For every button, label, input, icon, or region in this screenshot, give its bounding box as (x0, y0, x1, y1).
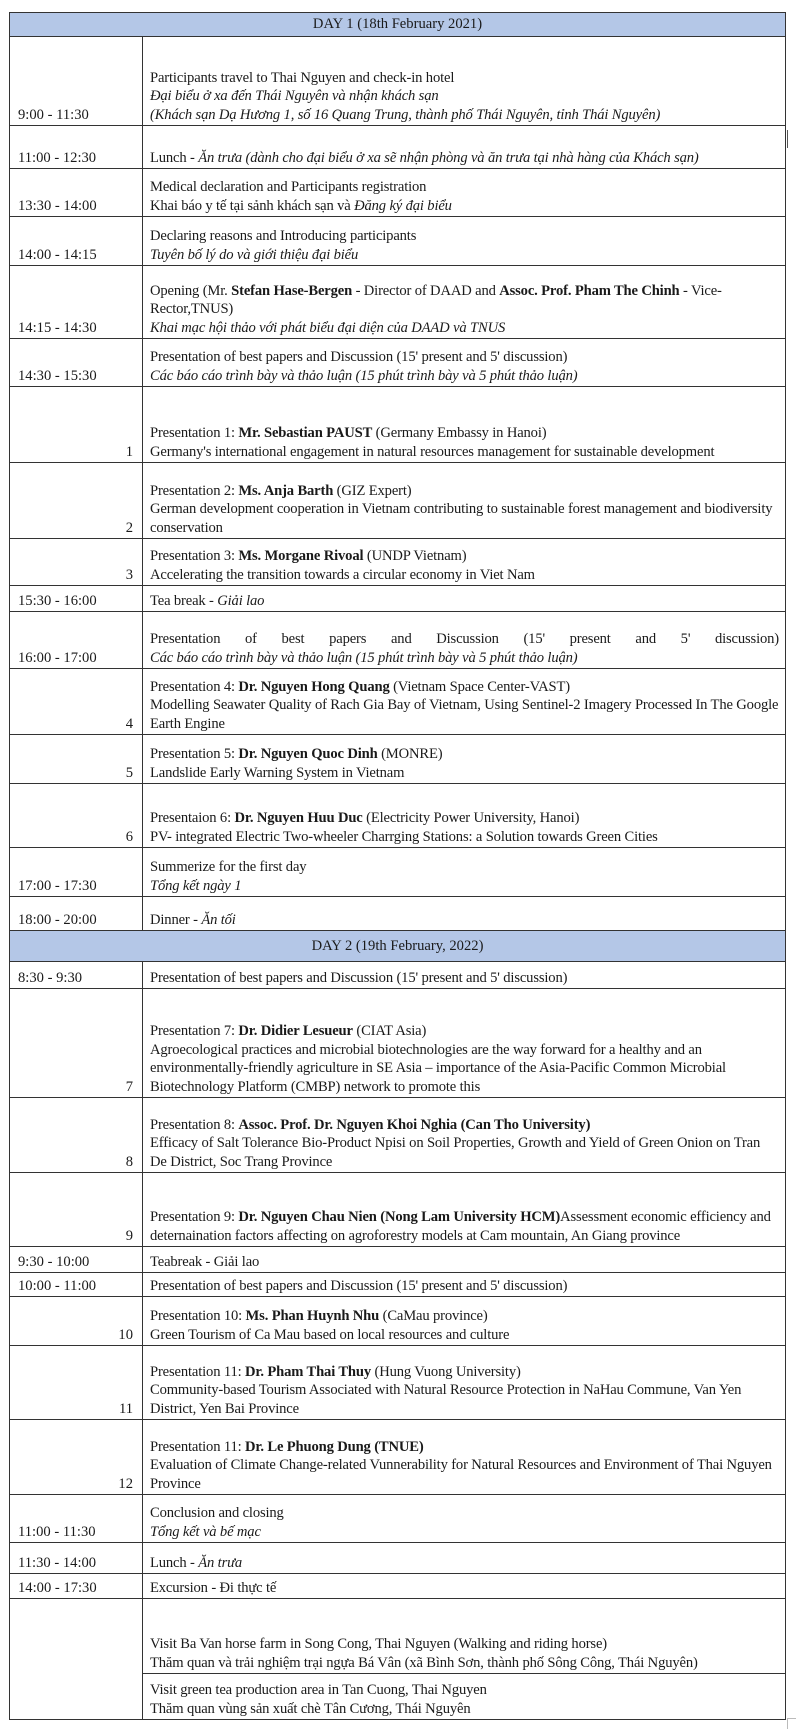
description-line (150, 1022, 779, 1041)
description-line (150, 282, 779, 319)
presentation-number: 7 (10, 989, 143, 1098)
excursion-time-cell (10, 1599, 143, 1720)
time-slot: 15:30 - 16:00 (10, 586, 143, 612)
presentation-number: 1 (10, 387, 143, 463)
description-line (150, 1277, 779, 1296)
presentation-row (10, 387, 786, 463)
time-slot: 11:00 - 11:30 (10, 1495, 143, 1543)
description-line (150, 678, 779, 697)
text-span: Summerize for the first day (150, 859, 307, 875)
presentation-number: 11 (10, 1346, 143, 1420)
speaker-name: Ms. Morgane Rivoal (238, 548, 364, 564)
activity-description (143, 169, 786, 217)
description-line (150, 87, 779, 106)
description-line (150, 1700, 779, 1719)
presentation-row (10, 463, 786, 539)
time-slot: 8:30 - 9:30 (10, 962, 143, 989)
vietnamese-text: Ăn trưa (198, 1554, 243, 1571)
text-span: Assessment economic efficiency and deternaination factors affecting on agroforestry models at Cam mountain, An Giang province (150, 1209, 771, 1244)
text-span: Presentation 5: (150, 746, 239, 762)
text-span: (MONRE) (377, 746, 443, 762)
description-line (150, 1504, 779, 1523)
speaker-name: Ms. Phan Huynh Nhu (245, 1308, 380, 1324)
time-slot: 11:00 - 12:30 (10, 126, 143, 169)
description-line (150, 1456, 779, 1493)
schedule-row (10, 1574, 786, 1599)
schedule-row (10, 266, 786, 339)
text-span: Presentation 2: (150, 482, 239, 499)
activity-description (143, 784, 786, 848)
text-span: Presentation 10: (150, 1308, 246, 1324)
description-line (150, 246, 779, 265)
activity-description (143, 989, 786, 1098)
text-span: Presentation 8: (150, 1116, 239, 1133)
text-span: - Vice-Rector,TNUS) (150, 282, 722, 317)
time-slot: 13:30 - 14:00 (10, 169, 143, 217)
text-span: (CIAT Asia) (352, 1023, 427, 1039)
description-line (150, 1041, 779, 1097)
activity-description (143, 539, 786, 586)
description-line (150, 1307, 779, 1326)
schedule-row (10, 612, 786, 669)
description-line (150, 106, 779, 125)
text-span: Medical declaration and Participants registration (150, 179, 427, 195)
description-line (150, 1681, 779, 1700)
text-span: Lunch - (150, 1554, 199, 1571)
schedule-row (10, 126, 786, 169)
activity-description (143, 217, 786, 266)
agenda-table (9, 12, 786, 1720)
description-line (150, 178, 779, 197)
description-line (150, 1554, 779, 1573)
text-span: Community-based Tourism Associated with Natural Resource Protection in NaHau Commune, Van Yen District, Yen Bai Province (150, 1382, 742, 1417)
speaker-name: Dr. Nguyen Quoc Dinh (238, 746, 378, 762)
description-line (150, 1635, 779, 1654)
activity-description (143, 586, 786, 612)
time-slot: 16:00 - 17:00 (10, 612, 143, 669)
excursion-visit (143, 1599, 786, 1674)
vietnamese-text: Các báo cáo trình bày và thảo luận (15 phút trình bày và 5 phút thảo luận) (150, 367, 578, 384)
speaker-name: Dr. Pham Thai Thuy (245, 1363, 371, 1380)
description-line (150, 424, 779, 443)
schedule-row (10, 897, 786, 931)
description-line (150, 482, 779, 501)
vietnamese-text: Đại biểu ở xa đến Thái Nguyên và nhận khách sạn (150, 88, 439, 104)
description-line (150, 1326, 779, 1345)
text-span: (UNDP Vietnam) (363, 548, 467, 564)
presentation-number: 2 (10, 463, 143, 539)
text-span: Landslide Early Warning System in Vietnam (150, 764, 405, 781)
presentation-number: 6 (10, 784, 143, 848)
description-line (150, 566, 779, 585)
speaker-name: Dr. Didier Lesueur (238, 1023, 353, 1039)
activity-description (143, 339, 786, 387)
text-span: Presentation of best papers and Discussion (15' present and 5' discussion) (150, 969, 568, 986)
description-line (150, 1116, 779, 1135)
speaker-name: Mr. Sebastian PAUST (238, 425, 373, 441)
speaker-name: Assoc. Prof. Dr. Nguyen Khoi Nghia (Can Tho University) (238, 1116, 591, 1133)
activity-description (143, 848, 786, 897)
description-line (150, 227, 779, 246)
text-span: Khai báo y tế tại sảnh khách sạn và (150, 197, 355, 214)
margin-marker (787, 130, 788, 148)
description-line (150, 1363, 779, 1382)
presentation-number: 8 (10, 1098, 143, 1173)
page-corner-mark (787, 1718, 796, 1729)
text-span: Visit Ba Van horse farm in Song Cong, Thai Nguyen (Walking and riding horse) (150, 1636, 607, 1652)
description-line (150, 319, 779, 338)
activity-description (143, 1173, 786, 1247)
text-span: Efficacy of Salt Tolerance Bio-Product Npisi on Soil Properties, Growth and Yield of Green Onion on Tran De District, Soc Trang Province (150, 1135, 761, 1170)
activity-description (143, 1098, 786, 1173)
description-line (150, 809, 779, 828)
text-span: Conclusion and closing (150, 1505, 284, 1521)
text-span: Presentation 7: (150, 1023, 239, 1039)
activity-description (143, 1346, 786, 1420)
description-line (150, 745, 779, 764)
speaker-name: Dr. Nguyen Huu Duc (234, 810, 363, 826)
excursion-visit-row (10, 1599, 786, 1674)
speaker-name: Ms. Anja Barth (238, 482, 334, 499)
text-span: Green Tourism of Ca Mau based on local resources and culture (150, 1326, 510, 1343)
text-span: - Director of DAAD and (352, 282, 500, 299)
description-line (150, 197, 779, 216)
text-span: Accelerating the transition towards a circular economy in Viet Nam (150, 566, 535, 583)
vietnamese-text: Giải lao (217, 592, 265, 609)
time-slot: 9:30 - 10:00 (10, 1247, 143, 1273)
text-span: Modelling Seawater Quality of Rach Gia Bay of Vietnam, Using Sentinel-2 Imagery Processed In The Google Earth Engine (150, 697, 779, 732)
schedule-row (10, 37, 786, 126)
text-span: PV- integrated Electric Two-wheeler Charrging Stations: a Solution towards Green Cities (150, 828, 658, 845)
description-line (150, 969, 779, 988)
presentation-row (10, 784, 786, 848)
description-line (150, 69, 779, 88)
description-line (150, 1654, 779, 1673)
text-span: (Germany Embassy in Hanoi) (372, 425, 547, 441)
presentation-row (10, 1297, 786, 1346)
activity-description (143, 735, 786, 784)
time-slot: 14:15 - 14:30 (10, 266, 143, 339)
presentation-row (10, 669, 786, 735)
activity-description (143, 126, 786, 169)
presentation-row (10, 735, 786, 784)
time-slot: 18:00 - 20:00 (10, 897, 143, 931)
text-span: Declaring reasons and Introducing participants (150, 228, 417, 244)
text-span: Tea break - (150, 592, 218, 609)
schedule-row (10, 1543, 786, 1574)
text-span: Presentation 3: (150, 548, 239, 564)
description-line (150, 858, 779, 877)
vietnamese-text: Đăng ký đại biểu (354, 197, 452, 214)
text-span: (Vietnam Space Center-VAST) (389, 678, 570, 695)
activity-description (143, 1420, 786, 1495)
time-slot: 14:00 - 17:30 (10, 1574, 143, 1599)
presentation-row (10, 1346, 786, 1420)
description-line (150, 911, 779, 930)
description-line (150, 1523, 779, 1542)
presentation-row (10, 539, 786, 586)
text-span: (Hung Vuong University) (371, 1363, 521, 1380)
description-line (150, 877, 779, 896)
text-span: (GIZ Expert) (333, 482, 412, 499)
day2-header-row (10, 931, 786, 962)
activity-description (143, 1273, 786, 1297)
day1-header-row (10, 13, 786, 37)
time-slot: 14:00 - 14:15 (10, 217, 143, 266)
text-span: Thăm quan vùng sản xuất chè Tân Cương, Thái Nguyên (150, 1700, 471, 1717)
vietnamese-text: Tổng kết và bế mạc (150, 1523, 261, 1540)
text-span: Teabreak - Giải lao (150, 1253, 260, 1270)
activity-description (143, 266, 786, 339)
activity-description (143, 1247, 786, 1273)
vietnamese-text: Khai mạc hội thảo với phát biểu đại diện của DAAD và TNUS (150, 319, 506, 336)
schedule-row (10, 1247, 786, 1273)
text-span: Excursion - Đi thực tế (150, 1579, 277, 1596)
text-span: Presentation 4: (150, 678, 239, 695)
presentation-row (10, 1173, 786, 1247)
text-span: Lunch - (150, 149, 199, 166)
activity-description (143, 1495, 786, 1543)
activity-description (143, 463, 786, 539)
text-span: (Electricity Power University, Hanoi) (362, 810, 580, 826)
activity-description (143, 1574, 786, 1599)
schedule-row (10, 217, 786, 266)
description-line (150, 500, 779, 537)
schedule-row (10, 962, 786, 989)
presentation-number: 3 (10, 539, 143, 586)
time-slot: 9:00 - 11:30 (10, 37, 143, 126)
schedule-row (10, 339, 786, 387)
description-line (150, 1579, 779, 1598)
text-span: Presentation 1: (150, 425, 239, 441)
text-span: Dinner - (150, 911, 202, 928)
description-line (150, 367, 779, 386)
activity-description (143, 897, 786, 931)
presentation-number: 10 (10, 1297, 143, 1346)
text-span: Opening (Mr. (150, 282, 232, 299)
vietnamese-text: Ăn tối (201, 911, 236, 928)
vietnamese-text: Tuyên bố lý do và giới thiệu đại biểu (150, 246, 359, 263)
time-slot: 14:30 - 15:30 (10, 339, 143, 387)
description-line (150, 348, 779, 367)
text-span: Participants travel to Thai Nguyen and check-in hotel (150, 69, 455, 86)
activity-description (143, 37, 786, 126)
schedule-row (10, 169, 786, 217)
schedule-row (10, 586, 786, 612)
activity-description (143, 1543, 786, 1574)
excursion-visit (143, 1674, 786, 1720)
day2-title: DAY 2 (19th February, 2022) (10, 931, 786, 962)
speaker-name: Dr. Nguyen Hong Quang (238, 678, 390, 695)
description-line (150, 649, 779, 668)
day1-title: DAY 1 (18th February 2021) (10, 13, 786, 37)
description-line (150, 443, 779, 462)
time-slot: 17:00 - 17:30 (10, 848, 143, 897)
presentation-number: 5 (10, 735, 143, 784)
text-span: Presentaion 6: (150, 810, 235, 826)
time-slot: 11:30 - 14:00 (10, 1543, 143, 1574)
activity-description (143, 1297, 786, 1346)
description-line (150, 149, 779, 168)
text-span: German development cooperation in Vietnam contributing to sustainable forest management and biodiversity conservation (150, 501, 773, 536)
presentation-row (10, 1420, 786, 1495)
presentation-row (10, 989, 786, 1098)
description-line (150, 1438, 779, 1457)
text-span: Presentation 11: (150, 1438, 245, 1455)
presentation-number: 9 (10, 1173, 143, 1247)
time-slot: 10:00 - 11:00 (10, 1273, 143, 1297)
description-line (150, 764, 779, 783)
description-line (150, 630, 779, 649)
description-line (150, 1208, 779, 1245)
speaker-name: Dr. Nguyen Chau Nien (Nong Lam University HCM) (238, 1209, 561, 1225)
description-line (150, 1253, 779, 1272)
vietnamese-text: Tổng kết ngày 1 (150, 877, 242, 894)
presentation-number: 4 (10, 669, 143, 735)
text-span: Agroecological practices and microbial biotechnologies are the way forward for a healthy and an environmentally-friendly agriculture in SE Asia – importance of the Asia-Pacific Common Microbial Biotechnology Platform (CMBP) network to promote this (150, 1041, 726, 1095)
text-span: Presentation 9: (150, 1209, 239, 1225)
description-line (150, 592, 779, 611)
agenda-body (10, 13, 786, 1720)
activity-description (143, 669, 786, 735)
text-span: Presentation of best papers and Discussion (15' present and 5' discussion) (150, 631, 779, 647)
vietnamese-text: (Khách sạn Dạ Hương 1, số 16 Quang Trung, thành phố Thái Nguyên, tỉnh Thái Nguyên) (150, 106, 661, 123)
text-span: Visit green tea production area in Tan Cuong, Thai Nguyen (150, 1682, 487, 1698)
presentation-row (10, 1098, 786, 1173)
text-span: Thăm quan và trải nghiệm trại ngựa Bá Vân (xã Bình Sơn, thành phố Sông Công, Thái Nguyên) (150, 1654, 698, 1671)
text-span: (CaMau province) (379, 1308, 488, 1324)
description-line (150, 696, 779, 733)
vietnamese-text: Ăn trưa (dành cho đại biểu ở xa sẽ nhận phòng và ăn trưa tại nhà hàng của Khách sạn) (198, 149, 699, 166)
text-span: Presentation 11: (150, 1363, 245, 1380)
vietnamese-text: Các báo cáo trình bày và thảo luận (15 phút trình bày và 5 phút thảo luận) (150, 649, 578, 666)
speaker-name: Dr. Le Phuong Dung (TNUE) (245, 1438, 424, 1455)
text-span: Presentation of best papers and Discussion (15' present and 5' discussion) (150, 349, 568, 365)
schedule-row (10, 1495, 786, 1543)
text-span: Presentation of best papers and Discussion (15' present and 5' discussion) (150, 1277, 568, 1294)
description-line (150, 1134, 779, 1171)
schedule-row (10, 848, 786, 897)
speaker-name: Stefan Hase-Bergen (231, 282, 353, 299)
activity-description (143, 387, 786, 463)
text-span: Evaluation of Climate Change-related Vunnerability for Natural Resources and Environment of Thai Nguyen Province (150, 1457, 772, 1492)
presentation-number: 12 (10, 1420, 143, 1495)
activity-description (143, 612, 786, 669)
description-line (150, 828, 779, 847)
schedule-row (10, 1273, 786, 1297)
description-line (150, 1381, 779, 1418)
description-line (150, 547, 779, 566)
text-span: Germany's international engagement in natural resources management for sustainable development (150, 443, 715, 460)
speaker-name: Assoc. Prof. Pham The Chinh (499, 282, 680, 299)
activity-description (143, 962, 786, 989)
